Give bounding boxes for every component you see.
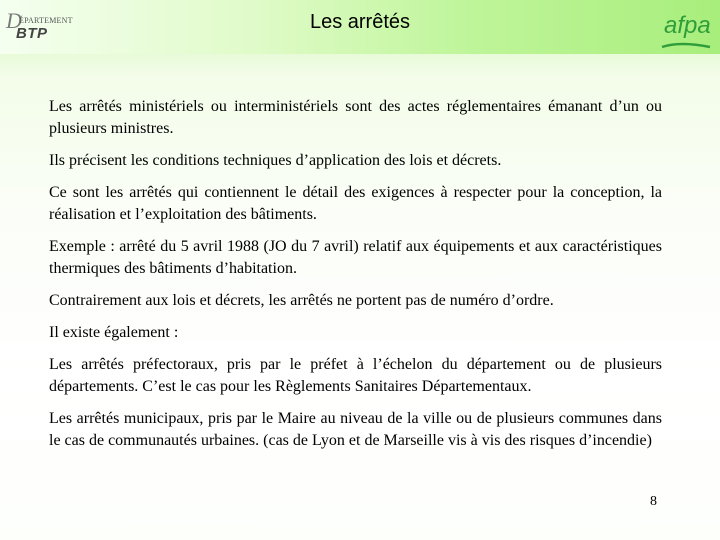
paragraph-3: Ce sont les arrêtés qui contiennent le détail des exigences à respecter pour la conception, la réalisation et l’exploitation des bâtiments. <box>49 184 662 223</box>
paragraph-6: Il existe également : <box>49 324 179 341</box>
paragraph-8: Les arrêtés municipaux, pris par le Maire au niveau de la ville ou de plusieurs communes dans le cas de communautés urbaines. (cas de Lyon et de Marseille vis à vis des risques d’incendie) <box>49 410 662 449</box>
page-number: 8 <box>650 494 657 509</box>
logo-initial: D <box>6 8 22 33</box>
slide-header <box>0 0 720 54</box>
paragraph-5: Contrairement aux lois et décrets, les arrêtés ne portent pas de numéro d’ordre. <box>49 292 554 309</box>
paragraph-7: Les arrêtés préfectoraux, pris par le préfet à l’échelon du département ou de plusieurs départements. C’est le cas pour les Règlements Sanitaires Départementaux. <box>49 356 662 395</box>
paragraph-1: Les arrêtés ministériels ou interministériels sont des actes réglementaires émanant d’un ou plusieurs ministres. <box>49 98 662 137</box>
paragraph-4: Exemple : arrêté du 5 avril 1988 (JO du 7 avril) relatif aux équipements et aux caractéristiques thermiques des bâtiments d’habitation. <box>49 238 662 277</box>
afpa-logo-text: afpa <box>664 12 711 39</box>
logo-small-text: ÉPARTEMENT <box>19 16 73 25</box>
slide-title: Les arrêtés <box>309 11 411 33</box>
afpa-logo <box>660 3 716 49</box>
paragraph-2: Ils précisent les conditions techniques d’application des lois et décrets. <box>49 152 502 169</box>
slide-body <box>49 96 662 462</box>
logo-main-text: BTP <box>16 25 48 42</box>
